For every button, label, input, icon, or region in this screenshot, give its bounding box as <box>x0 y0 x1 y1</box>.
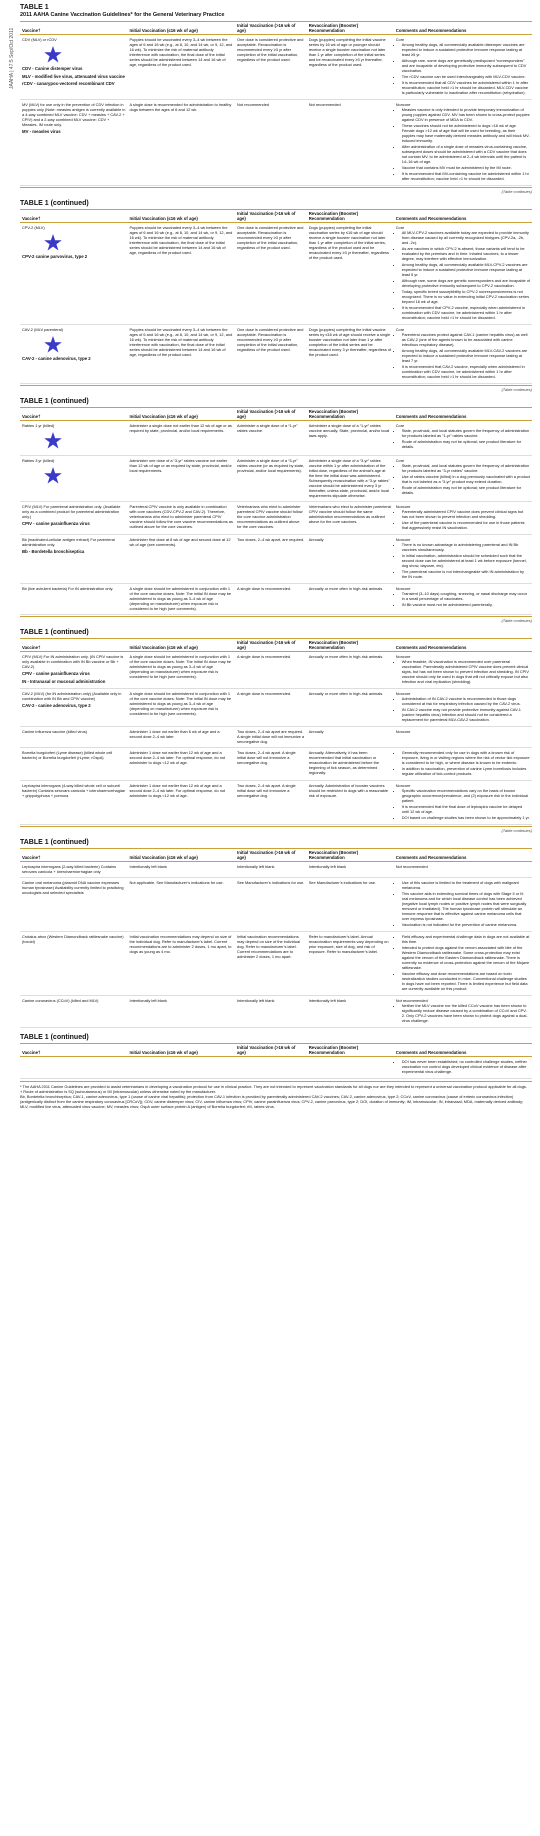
vaccine-name: Rabies 3 yr (killed) <box>22 458 55 463</box>
cell-initial-old: See Manufacturer’s indications for use. <box>235 878 307 932</box>
col-revaccination: Revaccination (Booster) Recommendation <box>307 22 394 35</box>
comment-item: Not recommended <box>394 862 532 878</box>
table-section-1 <box>20 4 532 194</box>
cell-initial-young: Parenteral CPIV vaccine is only available in combination with core vaccines (CDV-CPV-2 and CAV-2). Therefore, veterinarians who elect to administer parenteral CPIV vaccine should follow the core vaccine recommendations as outlined above for the core vaccines. <box>128 502 236 535</box>
col-initial-young: Initial Vaccination (≤16 wk of age) <box>128 639 236 652</box>
table-row <box>20 689 532 727</box>
cell-initial-young: Administer one dose of a “3-yr” rabies vaccine not earlier than 12 wk of age or as required by state, provincial, and/or local requirements. <box>128 456 236 502</box>
cell-initial-old: One dose is considered protective and acceptable. Revaccination is recommended every ≥3 yr after completion of the initial vaccination, regardless of the product used. <box>235 35 307 100</box>
col-revaccination: Revaccination (Booster) Recommendation <box>307 639 394 652</box>
comment-heading: Noncore <box>395 654 411 659</box>
table-continues: (Table continues) <box>20 616 532 623</box>
cell-revaccination: Annually or more often in high-risk animals. <box>307 652 394 689</box>
vaccine-name: Bb (inactivated-cellular antigen extract) For parenteral administration only. <box>22 537 115 547</box>
col-vaccine: Vaccine† <box>20 849 128 862</box>
cell-revaccination: Intentionally left blank <box>307 862 394 878</box>
cell-initial-old: Intentionally left blank <box>235 996 307 1028</box>
cell-initial-young: Administer 1 dose not earlier than 12 wk of age and a second dose 2–4 wk later. For optimal response, do not administer to dogs <12 wk of age. <box>128 748 236 781</box>
table-row <box>20 223 532 325</box>
table-section-6 <box>20 1034 532 1109</box>
cell-initial-old: Intentionally left blank <box>235 862 307 878</box>
cell-initial-young: Intentionally left blank <box>128 862 236 878</box>
col-initial-young: Initial Vaccination (≤16 wk of age) <box>128 22 236 35</box>
cell-initial-old: One dose is considered protective and acceptable. Revaccination is recommended every ≥3 yr after completion of the initial vaccination, regardless of the product used. <box>235 223 307 325</box>
comment-heading: Noncore <box>395 102 411 107</box>
comment-item: • State, provincial, and local statutes govern the frequency of administration for products labeled as “3-yr rabies” vaccine. <box>402 463 530 473</box>
cell-initial-young: Intentionally left blank <box>128 996 236 1028</box>
comment-item: • Specific vaccination recommendations vary on the basis of known geographic occurrence/prevalence, and (2) exposure risk in the individual patient. <box>402 788 530 803</box>
comment-list <box>396 230 530 320</box>
cell-revaccination: Annually <box>307 535 394 584</box>
cell-revaccination: Veterinarians who elect to administer parenteral CPIV vaccine should follow the same administration recommendations as outlined above for the core vaccines. <box>307 502 394 535</box>
col-comments: Comments and Recommendations <box>394 408 532 421</box>
comment-item: • Use of rabies vaccine (killed) in a dog previously vaccinated with a product that is not labeled as a “3-yr” product may extend duration. <box>402 474 530 484</box>
vaccine-name: Canine oral melanoma (plasmid DNA vaccine expresses human tyrosinase) Availability currently limited to practicing oncologists and selected specialists <box>20 878 128 932</box>
col-initial-young: Initial Vaccination (≤16 wk of age) <box>128 849 236 862</box>
continued-title: TABLE 1 (continued) <box>20 1034 89 1041</box>
comment-item: • This vaccine aids in extending survival times of dogs with Stage II or III oral melanoma and for which local disease control has been achieved (negative local lymph nodes or positive lymph nodes that were surgically removed or irradiated). The human tyrosinase protein will stimulate an immune response that is effective against canine melanoma cells that over express tyrosinase. <box>402 891 530 921</box>
col-revaccination: Revaccination (Booster) Recommendation <box>307 210 394 223</box>
comment-list <box>396 428 530 449</box>
vaccine-name: Rabies 1 yr (killed) <box>22 423 55 428</box>
comment-heading: Noncore <box>395 729 411 734</box>
cell-initial-young: Puppies should be vaccinated every 3–4 wk between the ages of 6 and 16 wk (e.g., at 8, 10, and 14 wk, or 9, 12, and 16 wk). To minimize the risk of maternal antibody interference with vaccination, the final dose of the initial series should be administered between 14 and 16 wk of age, regardless of the product used. <box>128 35 236 100</box>
table-header-row <box>20 210 532 223</box>
cell-initial-old: Two doses, 2–4 wk apart. A single initial dose will not immunize a seronegative dog. <box>235 748 307 781</box>
comment-item: • Field efficacy and experimental challenge data in dogs are not available at this time. <box>402 934 530 944</box>
legend-label: CAV-2 - canine adenovirus, type 2 <box>22 703 91 708</box>
table-section-3 <box>20 398 532 623</box>
comment-list <box>396 880 530 927</box>
cell-revaccination: Administer a single dose of a “1-yr” rabies vaccine annually. State, provincial, and/or local laws apply. <box>307 421 394 456</box>
comment-heading: Core <box>395 225 405 230</box>
continued-title: TABLE 1 (continued) <box>20 398 89 405</box>
comment-heading: Core <box>395 423 405 428</box>
comment-item: • Route of administration may not be optional; see product literature for details. <box>402 485 530 495</box>
vaccine-name: Leptospira interrogans (4-way killed whole cell or subunit bacterin) Contains serovars canicola + icterohaemorrhagiae + grippotyphosa + pomona <box>20 781 128 825</box>
cell-initial-young: Administer 1 dose not earlier than 6 wk of age and a second dose 2–4 wk later. <box>128 727 236 748</box>
vaccine-name: Borrelia burgdorferi (Lyme disease) (killed whole cell bacterin) or Borrelia burgdorferi (rLyme; rOspA) <box>20 748 128 781</box>
comment-list <box>396 788 530 820</box>
comment-item: • Transient (3–10 days) coughing, sneezing, or nasal discharge may occur in a small percentage of vaccinates. <box>402 591 530 601</box>
comment-item: • After administration of a single dose of measles virus-containing vaccine, subsequent doses should be administered with a CDV vaccine that does not contain MV, to be administered at 2–4 wk intervals until the patient is 14–16 wk of age. <box>402 144 530 164</box>
col-vaccine: Vaccine† <box>20 210 128 223</box>
legend-label: CPIV - canine parainfluenza virus <box>22 521 90 526</box>
cell-revaccination: Not recommended <box>307 100 394 186</box>
comment-heading: Noncore <box>395 783 411 788</box>
comment-heading: Noncore <box>395 537 411 542</box>
legend-label: CDV - Canine distemper virus <box>22 66 83 71</box>
cell-initial-old: Two doses, 2–4 wk apart are required. A single initial dose will not immunize a seronegative dog. <box>235 727 307 748</box>
table-row <box>20 862 532 878</box>
col-initial-old: Initial Vaccination (>16 wk of age) <box>235 1044 307 1057</box>
comment-item: • Parenterally administered CPIV vaccine does prevent clinical signs but has not been shown to prevent infection and shedding. <box>402 509 530 519</box>
vaccination-table <box>20 209 532 384</box>
table-header-row <box>20 849 532 862</box>
legend-label: IN - Intranasal or mucosal administration <box>22 678 106 684</box>
comment-item: • In initial vaccination, administration should be scheduled such that the second dose can be administered at least 1 wk before exposure (kennel, dog show, daycare, etc). <box>402 553 530 568</box>
vaccination-table <box>20 21 532 186</box>
cell-initial-old: Two doses, 2–4 wk apart, are required. <box>235 535 307 584</box>
col-comments: Comments and Recommendations <box>394 639 532 652</box>
comment-heading: Noncore <box>395 691 411 696</box>
vaccination-table <box>20 848 532 1028</box>
vaccination-table <box>20 638 532 825</box>
footnote: Bb, Bordetella bronchiseptica; CAV-1, canine adenovirus, type 1 (cause of canine viral hepatitis); protection from CAV-1 infection is provided by parenterally administered CAV-2 vaccines; CAV-2, canine adenovirus, type 2; CCoV, canine coronavirus (cause of enteric coronavirus infection) (antigenically distinct from the canine respiratory coronavirus [CRCoV]); CDV, canine distemper virus; CIV, canine influenza virus; CPIV, canine parainfluenza virus; CPV-2, canine parvovirus, type 2; DOI, duration of immunity; IM, intramuscular; IN, intranasal; MDA, maternally derived antibody; MLV, modified live virus, attenuated virus vaccine; MV, measles virus; OspA outer surface protein A (antigen) of Borrelia burgdorferi; rM, rabies virus. <box>20 1094 524 1110</box>
col-initial-old: Initial Vaccination (>16 wk of age) <box>235 849 307 862</box>
comment-heading: Core <box>395 327 405 332</box>
cell-initial-young: Initial vaccination recommendations may depend on size of the individual dog. Refer to manufacturer’s label. Current recommendations are to administer 2 doses, 1 mo apart, to dogs as young as 4 mo. <box>128 932 236 996</box>
col-revaccination: Revaccination (Booster) Recommendation <box>307 1044 394 1057</box>
comment-heading: Not recommended <box>395 998 428 1003</box>
cell-revaccination: Annually or more often in high-risk animals. <box>307 584 394 615</box>
table-row <box>20 584 532 615</box>
cell-initial-young: A single dose is recommended for administration to healthy dogs between the ages of 6 and 12 wk. <box>128 100 236 186</box>
comment-item: • Although rare, some dogs are genetically predisposed “nonresponders” and are incapable of developing protective immunity subsequent to CDV vaccination. <box>402 58 530 73</box>
col-initial-old: Initial Vaccination (>16 wk of age) <box>235 639 307 652</box>
cell-initial-old: Veterinarians who elect to administer parenteral CPIV vaccine should follow the core vaccine administration recommendations as outlined above for the core vaccines. <box>235 502 307 535</box>
col-initial-old: Initial Vaccination (>16 wk of age) <box>235 408 307 421</box>
comment-item: • The rCDV vaccine can be used interchangeably with MLV-CDV vaccine. <box>402 74 530 79</box>
cell-revaccination: See Manufacturer’s indications for use. <box>307 878 394 932</box>
footnotes <box>20 1081 532 1109</box>
cell-initial-old: Initial vaccination recommendations may depend on size of the individual dog. Refer to manufacturer’s label. Current recommendations are to administer 2 doses, 1 mo apart. <box>235 932 307 996</box>
cell-revaccination: Annually or more often in high-risk animals. <box>307 689 394 727</box>
comment-heading: Core <box>395 37 405 42</box>
comment-list <box>396 659 530 684</box>
col-comments: Comments and Recommendations <box>394 849 532 862</box>
table-section-5 <box>20 839 532 1028</box>
comment-list <box>396 332 530 379</box>
vaccine-name: CAV-2 (MLV parenteral) <box>22 327 63 332</box>
journal-sidebar <box>0 0 16 1836</box>
comment-item: • These vaccines should not be administered to dogs >16 wk of age. Female dogs >12 wk of age that will be used for breeding, as their puppies may have maternally derived measles antibody and will block MV-induced immunity. <box>402 123 530 143</box>
comment-item: • Neither the MLV vaccine nor the killed CCoV vaccine has been shown to significantly reduce disease caused by a combination of CCoV and CPV-2. Only CPV-2 vaccines have been shown to protect dogs against a dual-virus challenge. <box>402 1003 530 1023</box>
comment-list <box>396 509 530 530</box>
col-initial-young: Initial Vaccination (≤16 wk of age) <box>128 210 236 223</box>
comment-item: • Although rare, some dogs are genetic nonresponders and are incapable of developing protective immunity subsequent to CPV-2 vaccination. <box>402 278 530 288</box>
comment-item: • It is recommended that all CDV vaccines be administered within 1 hr after reconstitution; vaccine held >1 hr should be discarded. MLV-CDV vaccine is particularly vulnerable to inactivation after reconstitution (rehydration). <box>402 80 530 95</box>
comment-item: • Measles vaccine is only intended to provide temporary immunization of young puppies against CDV. MV has been shown to cross-protect puppies against CDV in presence of MDA to CDV. <box>402 107 530 122</box>
comment-item: • All MLV-CPV-2 vaccines available today are expected to provide immunity from disease caused by all currently recognized biotypes (CPV-2a, -2b, and -2c). <box>402 230 530 245</box>
comment-item: • Use of this vaccine is limited to the treatment of dogs with malignant melanoma. <box>402 880 530 890</box>
table-row <box>20 35 532 100</box>
cell-initial-old: One dose is considered protective and acceptable. Revaccination is recommended every ≥3 yr after completion of the initial vaccination, regardless of the product used. <box>235 325 307 384</box>
vaccine-name: Canine influenza vaccine (killed virus) <box>20 727 128 748</box>
table-row <box>20 652 532 689</box>
table-row <box>20 727 532 748</box>
table-row <box>20 932 532 996</box>
comment-list <box>396 542 530 579</box>
comment-item: • Use of the parenteral vaccine is recommended for use in those patients that aggressively resist IN vaccination. <box>402 520 530 530</box>
table-header-row <box>20 639 532 652</box>
table-continues: (Table continues) <box>20 826 532 833</box>
core-star-icon <box>44 432 62 449</box>
comment-item: • It is recommended that CAV-2 vaccine, especially when administered in combination with CDV vaccine, be administered within 1 hr after reconstitution; vaccine held >1 hr should be discarded. <box>402 364 530 379</box>
cell-revaccination: Refer to manufacturer’s label. Annual revaccination requirements vary depending on prior exposure, size of dog, and risk of exposure. Refer to manufacturer’s label. <box>307 932 394 996</box>
comment-item: • IN CAV-2 vaccine may not provide protective immunity against CAV-1 (canine hepatitis virus) infection and should not be considered a replacement for parenteral MLV-CAV-2 vaccination. <box>402 707 530 722</box>
footnote: † Route of administration is SQ (subcutaneous) or IM (intramuscular) unless otherwise noted by the manufacturer. <box>20 1089 217 1095</box>
vaccine-name: CPIV (MLV) For IN administration only. (IN CPIV vaccine is only available in combination with IN Bb vaccine or Bb + CAV-2) <box>22 654 124 669</box>
table-row <box>20 456 532 502</box>
col-revaccination: Revaccination (Booster) Recommendation <box>307 849 394 862</box>
cell-initial-young: A single dose should be administered in conjunction with 1 of the core vaccine doses. Note: The initial IN dose may be administered to dogs as young as 3–4 wk of age (depending on manufacturer) when exposure risk is considered to be high (see comments). <box>128 689 236 727</box>
legend-label: Bb - Bordetella bronchiseptica <box>22 549 85 554</box>
table-row <box>20 502 532 535</box>
legend-label: CPIV - canine parainfluenza virus <box>22 671 90 676</box>
cell-initial-young: A single dose should be administered in conjunction with 1 of the core vaccine doses. Note: The initial IN dose may be administered to dogs as young as 3–4 wk of age (depending on manufacturer) when exposure risk is considered to be high (see comments). <box>128 584 236 615</box>
cell-initial-old: A single dose is recommended. <box>235 652 307 689</box>
table-row <box>20 100 532 186</box>
comment-item: • Intended to protect dogs against the venom associated with bite of the Western Diamondback rattlesnake. Some cross-protection may exist against the venom of the Eastern Diamondback rattlesnake. There is currently no evidence of cross-protection against the venom of the Mojave rattlesnake. <box>402 945 530 970</box>
comment-list <box>396 750 530 776</box>
table-section-4 <box>20 629 532 833</box>
comment-list <box>396 42 530 95</box>
table-row <box>20 1057 532 1079</box>
comment-item: • Among healthy dogs, all commercially available MLV-CPV-2 vaccines are expected to induce a sustained protective immune response lasting at least 5 yr. <box>402 262 530 277</box>
table-title: 2011 AAHA Canine Vaccination Guidelines* for the General Veterinary Practice <box>20 12 225 18</box>
comment-list <box>396 463 530 495</box>
cell-initial-old: A single dose is recommended. <box>235 689 307 727</box>
cell-revaccination: Annually. Alternatively, it has been recommended that initial vaccination or revaccination be administered before the beginning of tick season, as determined regionally. <box>307 748 394 781</box>
col-initial-old: Initial Vaccination (>16 wk of age) <box>235 210 307 223</box>
col-comments: Comments and Recommendations <box>394 210 532 223</box>
cell-initial-young: Administer first dose at 8 wk of age and second dose at 12 wk of age (see comments). <box>128 535 236 584</box>
legend-label: CAV-2 - canine adenovirus, type 2 <box>22 356 91 361</box>
comment-heading: Noncore <box>395 504 411 509</box>
table-row <box>20 878 532 932</box>
cell-revaccination: Annually <box>307 727 394 748</box>
comment-item: • Parenteral vaccines protect against CAV-1 (canine hepatitis virus) as well as CAV-2 (one of the agents known to be associated with canine infectious respiratory disease). <box>402 332 530 347</box>
comment-list <box>396 934 530 991</box>
col-revaccination: Revaccination (Booster) Recommendation <box>307 408 394 421</box>
cell-revaccination: Dogs (puppies) completing the initial vaccine series by 16 wk of age or younger should receive a single booster vaccination not later than 1 yr after completion of the initial series and be revaccinated every ≥3 yr thereafter, regardless of the product used. <box>307 35 394 100</box>
table-row <box>20 996 532 1028</box>
comment-item: • State, provincial, and local statutes govern the frequency of administration for products labeled as “1-yr” rabies vaccine. <box>402 428 530 438</box>
continued-title: TABLE 1 (continued) <box>20 200 89 207</box>
cell-revaccination: Intentionally left blank <box>307 996 394 1028</box>
legend-label: rCDV - canarypox-vectored recombinant CDV <box>22 81 115 86</box>
cell-revaccination: Annually. Administration of booster vaccines should be restricted to dogs with a reasonable risk of exposure. <box>307 781 394 825</box>
table-row <box>20 781 532 825</box>
comment-item: • Administration of IN CAV-2 vaccine is recommended in those dogs considered at risk for respiratory infection caused by the CAV-2 virus. <box>402 696 530 706</box>
cell-revaccination: Dogs (puppies) completing the initial vaccination series by ≤16 wk of age should receive a single booster vaccination not later than 1 yr after completion of the initial series, regardless of the product used and be revaccinated every ≥3 yr thereafter, regardless of the product used. <box>307 223 394 325</box>
comment-item: • DOI based on challenge studies has been shown to be approximately 1 yr. <box>402 815 530 820</box>
vaccine-name: Crotalus atrox (Western Diamondback rattlesnake vaccine) (toxoid) <box>20 932 128 996</box>
comment-heading: Core <box>395 458 405 463</box>
comment-item: • Among healthy dogs, all commercially available distemper vaccines are expected to induce a sustained protective immune response lasting at least ≥5 yr. <box>402 42 530 57</box>
vaccine-name: CPV-2 (MLV) <box>22 225 45 230</box>
cell-initial-young: Administer a single dose not earlier than 12 wk of age or as required by state, provincial, and/or local requirements. <box>128 421 236 456</box>
col-initial-young: Initial Vaccination (≤16 wk of age) <box>128 1044 236 1057</box>
col-vaccine: Vaccine† <box>20 639 128 652</box>
table-header-row <box>20 408 532 421</box>
col-comments: Comments and Recommendations <box>394 1044 532 1057</box>
comment-item: • Among healthy dogs, all commercially available MLV-CAV-2 vaccines are expected to induce a sustained protective immune response lasting at least 7 yr. <box>402 348 530 363</box>
col-vaccine: Vaccine† <box>20 408 128 421</box>
document-page <box>20 4 532 1115</box>
table-row <box>20 535 532 584</box>
cell-initial-old: Two doses, 2–4 wk apart. A single initial dose will not immunize a seronegative dog. <box>235 781 307 825</box>
journal-citation: JAAHA | 47:5 Sep/Oct 2011 <box>9 27 15 89</box>
comment-item: • Generally recommended only for use in dogs with a known risk of exposure, living in or visiting regions where the risk of vector tick exposure is considered to be high, or where disease is known to be endemic. <box>402 750 530 765</box>
col-comments: Comments and Recommendations <box>394 22 532 35</box>
cell-initial-young: Administer 1 dose not earlier than 12 wk of age and a second dose 2–4 wk later. For optimal response, do not administer to dogs <12 wk of age. <box>128 781 236 825</box>
vaccination-table <box>20 407 532 615</box>
cell-initial-young: Puppies should be vaccinated every 3–4 wk between the ages of 6 and 16 wk (e.g., at 8, 10, and 14 wk, or 9, 12, and 16 wk). To minimize the risk of maternal antibody interference with vaccination, the final dose of the initial series should be administered between 14 and 16 wk of age, regardless of the product used. <box>128 325 236 384</box>
core-star-icon <box>44 46 62 63</box>
table-label: TABLE 1 <box>20 4 49 11</box>
cell-initial-young: Not applicable. See Manufacturer’s indications for use. <box>128 878 236 932</box>
cell-initial-old: Administer a single dose of a “3-yr” rabies vaccine (or as required by state, provincial, and/or local requirements). <box>235 456 307 502</box>
legend-label: MV - measles virus <box>22 129 61 134</box>
comment-item: • DOI has never been established; no controlled challenge studies, neither vaccination nor control dogs developed clinical evidence of disease after experimental virus challenge. <box>402 1059 530 1074</box>
col-initial-young: Initial Vaccination (≤16 wk of age) <box>128 408 236 421</box>
continued-title: TABLE 1 (continued) <box>20 839 89 846</box>
core-star-icon <box>44 234 62 251</box>
table-row <box>20 325 532 384</box>
legend-label: MLV - modified live virus, attenuated virus vaccine <box>22 73 125 79</box>
vaccine-name: MV (MLV) for use only in the prevention of CDV infection in puppies only (Note: measles antigen is currently available in a 4-way combined MLV vaccine: CDV + measles + CAV-2 + CPIV) and a 2-way combined MLV vaccine: CDV + Measles. IM route only. <box>22 102 126 127</box>
table-row <box>20 748 532 781</box>
core-star-icon <box>44 336 62 353</box>
comment-list <box>396 1003 530 1023</box>
cell-revaccination: Administer a single dose of a “3-yr” rabies vaccine within 1 yr after administration of the initial dose, regardless of the animal’s age at the time the initial dose was administered. Subsequently revaccination with a “3-yr rabies” vaccine should be administered every 3 yr thereafter, unless state, provincial, and/or local requirements stipulate otherwise. <box>307 456 394 502</box>
comment-item: • As are vaccines in which CPV-2 is absent, those variants will tend to be evaluated by the premises and in time. Inhaled vaccines, to a lesser degree, may interfere with effective immunization. <box>402 246 530 261</box>
comment-item: • It is recommended that the final dose of leptospira vaccine be delayed until 12 wk of age. <box>402 804 530 814</box>
cell-initial-old: Administer a single dose of a “1-yr” rabies vaccine. <box>235 421 307 456</box>
vaccine-name: Leptospira interrogans (2-way killed bacterin) Contains serovars canicola + icterohaemorrhagiae only <box>20 862 128 878</box>
comment-item: • When feasible, IN vaccination is recommended over parenteral vaccination. Parenterally administered CPIV vaccine does prevent clinical signs, but has not been shown to prevent infection and shedding. IN CPIV vaccine should only be used in dogs that will not critically expose but also infection and viral replication (shedding). <box>402 659 530 684</box>
comment-list <box>396 591 530 607</box>
comment-item: • The parenteral vaccine is not interchangeable with IN administration by the IN route. <box>402 569 530 579</box>
comment-list <box>396 696 530 722</box>
cell-initial-old: A single dose is recommended. <box>235 584 307 615</box>
col-vaccine: Vaccine† <box>20 22 128 35</box>
vaccine-name: CPIV (MLV) For parenteral administration only. (Available only as a combined product for parenteral administration only.) <box>22 504 121 519</box>
comment-item: • Vaccine efficacy and dose recommendations are based on toxin neutralization studies conducted in mice. Conventional challenge studies in dogs have not been reported. There is limited experience but field data are currently available on this product. <box>402 971 530 991</box>
comment-item: • Vaccine that contains MV must be administered by the IM route. <box>402 165 530 170</box>
col-initial-old: Initial Vaccination (>16 wk of age) <box>235 22 307 35</box>
table-continues: (Table continues) <box>20 187 532 194</box>
table-row <box>20 421 532 456</box>
table-section-2 <box>20 200 532 392</box>
comment-heading: Noncore <box>395 586 411 591</box>
vaccine-name: Canine coronavirus (CCoV) (killed and MLV) <box>20 996 128 1028</box>
comment-item: • There is no known advantage to administering parenteral and IN Bb vaccines simultaneously. <box>402 542 530 552</box>
cell-initial-young: Puppies should be vaccinated every 3–4 wk between the ages of 6 and 16 wk (e.g., at 8, 10, and 14 wk, or 9, 12, and 16 wk). To minimize the risk of maternal antibody interference with vaccination, the final dose of the initial series should be administered between 14 and 16 wk of age, regardless of the product used. <box>128 223 236 325</box>
cell-initial-old: Not recommended <box>235 100 307 186</box>
cell-initial-young: A single dose should be administered in conjunction with 1 of the core vaccine doses. Note: The initial IN dose may be administered to dogs as young as 3–4 wk of age (depending on manufacturer) when exposure risk is considered to be high (see comments). <box>128 652 236 689</box>
comment-item: • It is recommended that CPV-2 vaccine, especially when administered in combination with CDV vaccine, be administered within 1 hr after reconstitution; vaccine held >1 hr should be discarded. <box>402 305 530 320</box>
table-header-row <box>20 1044 532 1057</box>
vaccine-name: CAV-2 (MLV) (for IN administration only) (Available only in combination with IN Bb and CPIV vaccine) <box>22 691 122 701</box>
footnote: * The AAHA 2011 Canine Guidelines are provided to assist veterinarians in developing a vaccination protocol for use in clinical practice. They are not intended to represent vaccination standards for all dogs nor are they intended to represent a universal vaccination protocol applicable for all dogs. <box>20 1084 527 1089</box>
comment-item: • Today, specific breed susceptibility to CPV-2 nonresponsiveness is not recognized. There is no value in extending initial CPV-2 vaccination series beyond 16 wk of age. <box>402 289 530 304</box>
comment-item: • It is recommended that MV-containing vaccine be administered within 1 hr after reconstitution; vaccine held >1 hr should be discarded. <box>402 171 530 181</box>
cell-revaccination: Dogs (puppies) completing the initial vaccine series by ≤16 wk of age should receive a single booster vaccination not later than 1 yr after completion of the initial series and be revaccinated every 3 yr thereafter, regardless of the product used. <box>307 325 394 384</box>
vaccine-name: CDV (MLV) or rCDV <box>22 37 57 42</box>
core-star-icon <box>44 467 62 484</box>
comment-list <box>396 1059 530 1074</box>
comment-item: • In addition to vaccination, prevention of canine Lyme borreliosis includes regular utilization of tick-control products. <box>402 766 530 776</box>
continued-title: TABLE 1 (continued) <box>20 629 89 636</box>
table-header-row <box>20 22 532 35</box>
comment-item: • Route of administration may not be optional; see product literature for details. <box>402 439 530 449</box>
comment-item: • Vaccination is not indicated for the prevention of canine melanoma. <box>402 922 530 927</box>
vaccine-name: Bb (live avirulent bacteria) For IN administration only. <box>20 584 128 615</box>
comment-item: • IN Bb vaccine must not be administered parenterally. <box>402 602 530 607</box>
vaccination-table <box>20 1043 532 1079</box>
comment-list <box>396 107 530 181</box>
legend-label: CPV-2 canine parvovirus, type 2 <box>22 254 88 259</box>
table-continues: (Table continues) <box>20 385 532 392</box>
col-vaccine: Vaccine† <box>20 1044 128 1057</box>
